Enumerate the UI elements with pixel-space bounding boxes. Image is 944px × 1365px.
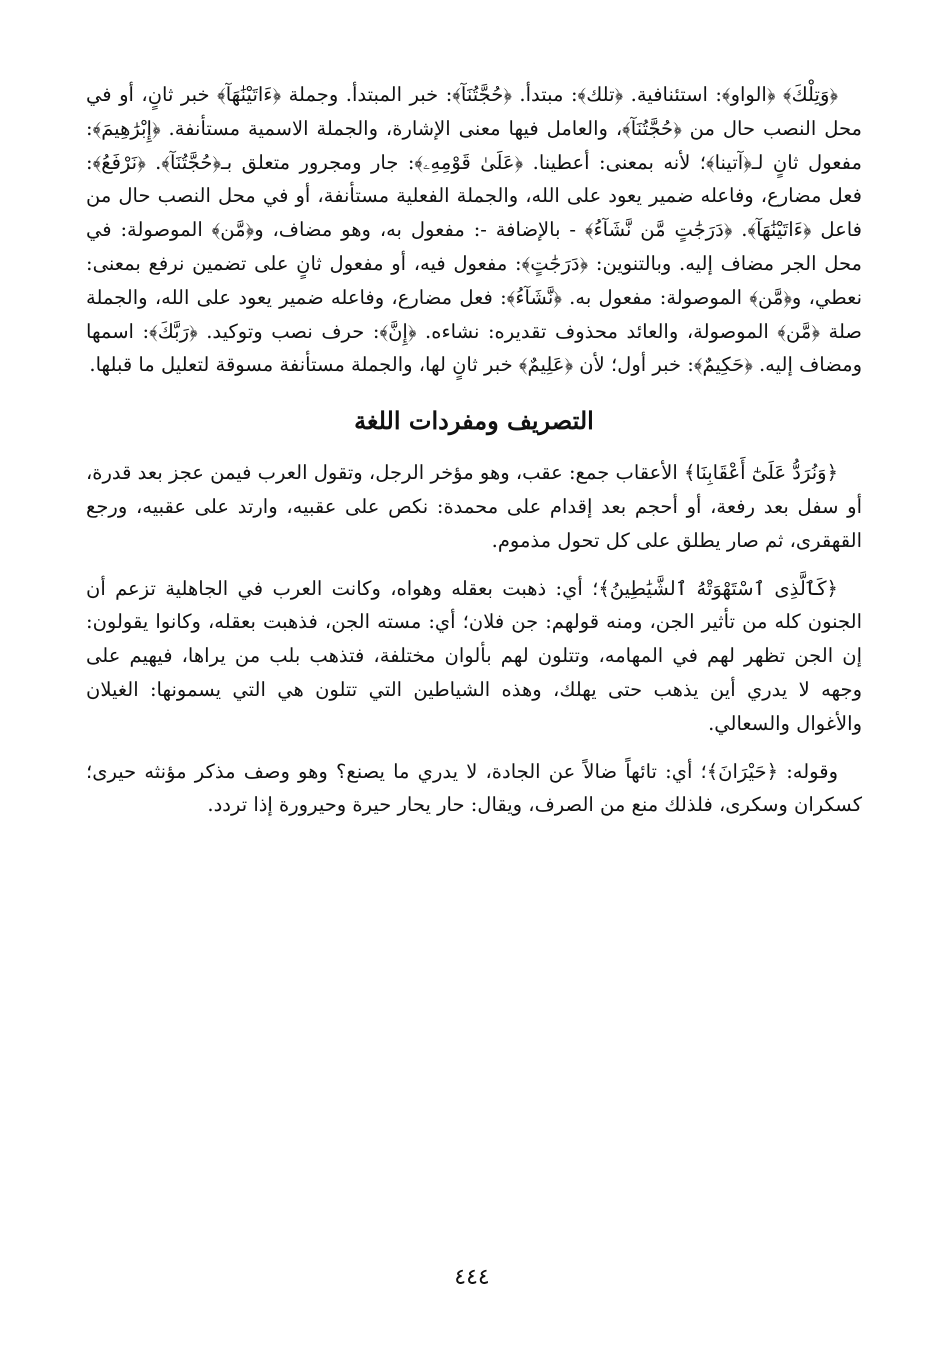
page-number: ٤٤٤ <box>454 1265 490 1290</box>
lexicon-paragraph-1: ﴿وَنُرَدُّ عَلَىٰٓ أَعْقَابِنَا﴾ الأعقاب جمع: عقب، وهو مؤخر الرجل، وتقول العرب فيمن عجز بعد قدرة، أو سفل بعد رفعة، أو أحجم بعد إقدام على محمدة: نكص على عقبيه، وارتد على عقبيه، ورجع القهقرى، ثم صار يطلق على كل تحول مذموم. <box>86 461 862 552</box>
lexicon-paragraph-2: ﴿كَٱلَّذِى ٱسْتَهْوَتْهُ ٱلشَّيَٰطِينُ﴾؛ أي: ذهبت بعقله وهواه، وكانت العرب في الجاهلية تزعم أن الجنون كله من تأثير الجن، ومنه قولهم: جن فلان؛ أي: مسته الجن، فذهبت بعقله، وكانوا يقولون: إن الجن تظهر لهم في المهامه، وتتلون لهم بألوان مختلفة، فتذهب بلب من يراها، فيهيم على وجهه لا يدري أين يذهب حتى يهلك، وهذه الشياطين التي تتلون هي التي يسمونها: الغيلان والأغوال والسعالي. <box>86 576 862 735</box>
lexicon-paragraph-3: وقوله: ﴿حَيْرَانَ﴾؛ أي: تائهاً ضالاً عن الجادة، لا يدري ما يصنع؟ وهو وصف مذكر مؤنثه حيرى؛ كسكران وسكرى، فلذلك منع من الصرف، ويقال: حار يحار حيرة وحيرورة إذا تردد. <box>86 759 862 817</box>
section-heading: التصريف ومفردات اللغة <box>354 406 594 436</box>
parsing-paragraph: ﴿وَتِلْكَ﴾ ﴿الواو﴾: استئنافية. ﴿تلك﴾: مبتدأ. ﴿حُجَّتُنَآ﴾: خبر المبتدأ. وجملة ﴿ءَاتَيْنَٰهَآ﴾ خبر ثانٍ، أو في محل النصب حال من ﴿حُجَّتُنَآ﴾، والعامل فيها معنى الإشارة، والجملة الاسمية مستأنفة. ﴿إِبْرَٰهِيمَ﴾: مفعول ثانٍ لـ﴿آتينا﴾؛ لأنه بمعنى: أعطينا. ﴿عَلَىٰ قَوْمِهِۦ﴾: جار ومجرور متعلق بـ﴿حُجَّتُنَآ﴾. ﴿نَرْفَعُ﴾: فعل مضارع، وفاعله ضمير يعود على الله، والجملة الفعلية مستأنفة، أو في محل النصب حال من فاعل ﴿ءَاتَيْنَٰهَآ﴾. ﴿دَرَجَٰتٍ مَّن نَّشَآءُ﴾ - بالإضافة -: مفعول به، وهو مضاف، و﴿مَّن﴾ الموصولة: في محل الجر مضاف إليه. وبالتنوين: ﴿دَرَجَٰتٍ﴾: مفعول فيه، أو مفعول ثانٍ على تضمين نرفع بمعنى: نعطي، و﴿مَّن﴾ الموصولة: مفعول به. ﴿نَّشَآءُ﴾: فعل مضارع، وفاعله ضمير يعود على الله، والجملة صلة ﴿مَّن﴾ الموصولة، والعائد محذوف تقديره: نشاءه. ﴿إِنَّ﴾: حرف نصب وتوكيد. ﴿رَبَّكَ﴾: اسمها ومضاف إليه. ﴿حَكِيمٌ﴾: خبر أول؛ لأن ﴿عَلِيمٌ﴾ خبر ثانٍ لها، والجملة مستأنفة مسوقة لتعليل ما قبلها. <box>86 83 862 377</box>
paragraph-gap <box>86 558 862 572</box>
paragraph-gap <box>86 741 862 755</box>
page-body <box>86 78 862 822</box>
